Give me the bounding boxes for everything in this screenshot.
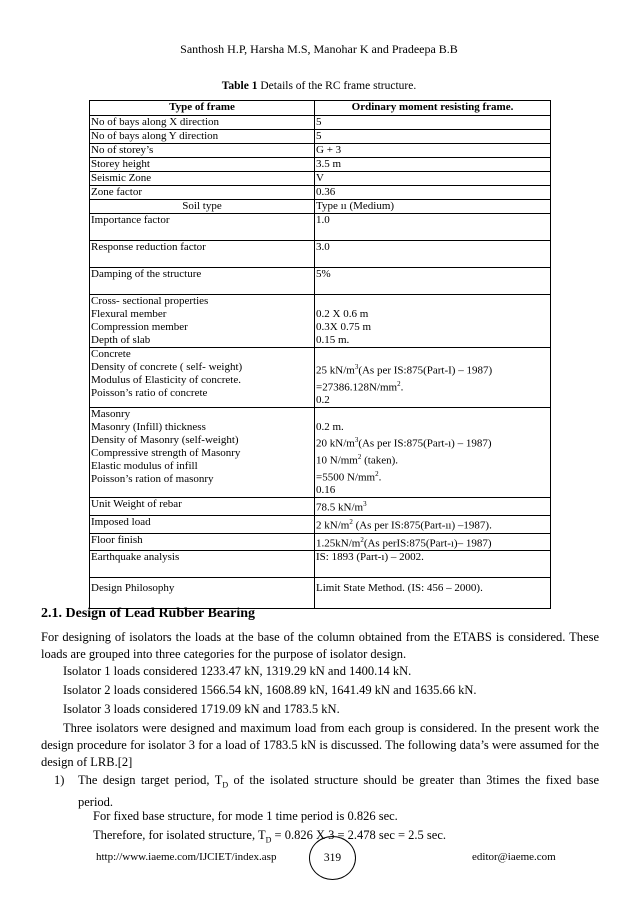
table-row-rebar [90,498,551,516]
table-cell-value: 5 [315,130,551,144]
isolator-3-loads: Isolator 3 loads considered 1719.09 kN and 1783.5 kN. [63,702,340,716]
cross-heading: Cross- sectional properties [91,295,209,307]
isolator-1-loads: Isolator 1 loads considered 1233.47 kN, 1319.29 kN and 1400.14 kN. [63,664,412,678]
table-row-quake [90,551,551,578]
table-cell-value: IS: 1893 (Part-ı) – 2002. [315,551,551,578]
table-cell-label: Design Philosophy [90,578,315,609]
table-cell-value: 0.36 [315,186,551,200]
table-cell-label: Importance factor [90,214,315,241]
table-cell-label: Zone factor [90,186,315,200]
table-cell-value: 5% [315,268,551,295]
concrete-poisson-value: 0.2 [316,394,330,407]
table-row [90,268,551,295]
table-cell-value: 5 [315,116,551,130]
table-row [90,116,551,130]
table-caption-text: Details of the RC frame structure. [257,80,417,92]
masonry-strength-value: 10 $N/mm^2$ (taken). [316,452,399,467]
table-cell-label: Floor finish [90,533,315,551]
running-header: Santhosh H.P, Harsha M.S, Manohar K and Pradeepa B.B [180,42,458,56]
masonry-thickness-value: 0.2 m. [316,421,344,434]
table-caption-label: Table 1 [221,80,258,92]
table-row [90,200,551,214]
table-cell-label: No of storey’s [90,144,315,158]
table-cell-value: 3.0 [315,241,551,268]
cross-slab-value: 0.15 m. [316,334,350,346]
concrete-modulus-value: $=27386.128N/mm^2$. [316,379,404,394]
table-cell-label: Response reduction factor [90,241,315,268]
table-row [90,158,551,172]
page-number: 319 [309,836,356,880]
cross-flexural-value: 0.2 X 0.6 m [316,308,369,320]
masonry-density: Density of Masonry (self-weight) [91,434,239,447]
table-cell-label: Seismic Zone [90,172,315,186]
concrete-modulus: Modulus of Elasticity of concrete. [91,374,241,386]
table-row [90,144,551,158]
table-cell-label [90,348,315,408]
concrete-heading: Concrete [91,348,131,360]
rc-frame-table [89,100,551,609]
isolated-period: Therefore, for isolated structure, $T_D = 0.826$ X 3 = 2.478 sec = 2.5 sec. [93,828,447,845]
table-cell-label [90,295,315,348]
table-row-concrete [90,348,551,408]
masonry-thickness: Masonry (Infill) thickness [91,421,206,434]
table-row-floor [90,533,551,551]
cross-compression-value: 0.3X 0.75 m [316,321,371,333]
table-cell-label: Soil type [90,200,315,214]
table-row [90,241,551,268]
table-head-col2: Ordinary moment resisting frame. [315,101,551,116]
masonry-density-value: 20 $kN/m^3(As$ per IS:875(Part-ı) – 1987) [316,436,492,450]
cross-slab: Depth of slab [91,334,151,346]
table-cell-value: Type ıı (Medium) [315,200,551,214]
footer-url[interactable]: http://www.iaeme.com/IJCIET/index.asp [96,851,277,863]
masonry-heading: Masonry [91,408,131,421]
table-cell-label [90,408,315,498]
table-cell-value: $1.25kN/m^2(As$ perIS:875(Part-ı)– 1987) [315,533,551,551]
table-cell-value [315,348,551,408]
cross-compression: Compression member [91,321,188,333]
table-cell-label: Damping of the structure [90,268,315,295]
table-row [90,214,551,241]
table-cell-label: Earthquake analysis [90,551,315,578]
cross-flexural: Flexural member [91,308,167,320]
table-cell-value: 3.5 m [315,158,551,172]
table-cell-value: G + 3 [315,144,551,158]
table-cell-value: 1.0 [315,214,551,241]
table-cell-value: 2 $kN/m^2$ (As per IS:875(Part-ıı) –1987). [315,515,551,533]
paragraph-design: Three isolators were designed and maximum load from each group is considered. In the present work the design procedure for isolator 3 for a load of 1783.5 kN is discussed. The following data’s were assumed for the design of LRB.[2] [41,721,599,769]
table-cell-label: No of bays along X direction [90,116,315,130]
paragraph-intro: For designing of isolators the loads at the base of the column obtained from the ETABS is considered. These loads are grouped into three categories for the purpose of isolator design. [41,630,599,661]
list-item-target-period: The design target period, $T_D$ of the isolated structure should be greater than 3times the fixed base period. [78,773,599,809]
section-heading: 2.1. Design of Lead Rubber Bearing [41,606,256,621]
concrete-poisson: Poisson’s ratio of concrete [91,387,208,399]
table-row [90,186,551,200]
table-cell-value: Limit State Method. (IS: 456 – 2000). [315,578,551,609]
table-cell-value [315,408,551,498]
table-row-imposed [90,515,551,533]
table-cell-label: Unit Weight of rebar [90,498,315,516]
concrete-density: Density of concrete ( self- weight) [91,361,243,373]
table-header-row [90,101,551,116]
concrete-density-value: 25 $kN/m^3(As$ per IS:875(Part-I) – 1987) [316,363,493,377]
masonry-elastic-value: =5500 $N/mm^2$. [316,469,382,484]
table-cell-value [315,295,551,348]
table-row-cross-section [90,295,551,348]
table-row-design [90,578,551,609]
table-cell-label: Storey height [90,158,315,172]
table-cell-value: V [315,172,551,186]
masonry-strength: Compressive strength of Masonry [91,447,241,460]
footer-email[interactable]: editor@iaeme.com [472,851,556,863]
isolator-2-loads: Isolator 2 loads considered 1566.54 kN, 1608.89 kN, 1641.49 kN and 1635.66 kN. [63,683,477,697]
table-row [90,172,551,186]
table-cell-label: No of bays along Y direction [90,130,315,144]
masonry-poisson-value: 0.16 [316,484,336,497]
table-row-masonry [90,408,551,498]
table-row [90,130,551,144]
list-number: 1) [54,773,65,787]
masonry-poisson: Poisson’s ration of masonry [91,473,214,486]
table-cell-value: 78.5 $kN/m^3$ [315,498,551,516]
table-caption [0,80,638,92]
masonry-elastic: Elastic modulus of infill [91,460,198,473]
table-head-col1: Type of frame [90,101,315,116]
fixed-base-period: For fixed base structure, for mode 1 time period is 0.826 sec. [93,809,398,823]
table-cell-label: Imposed load [90,515,315,533]
